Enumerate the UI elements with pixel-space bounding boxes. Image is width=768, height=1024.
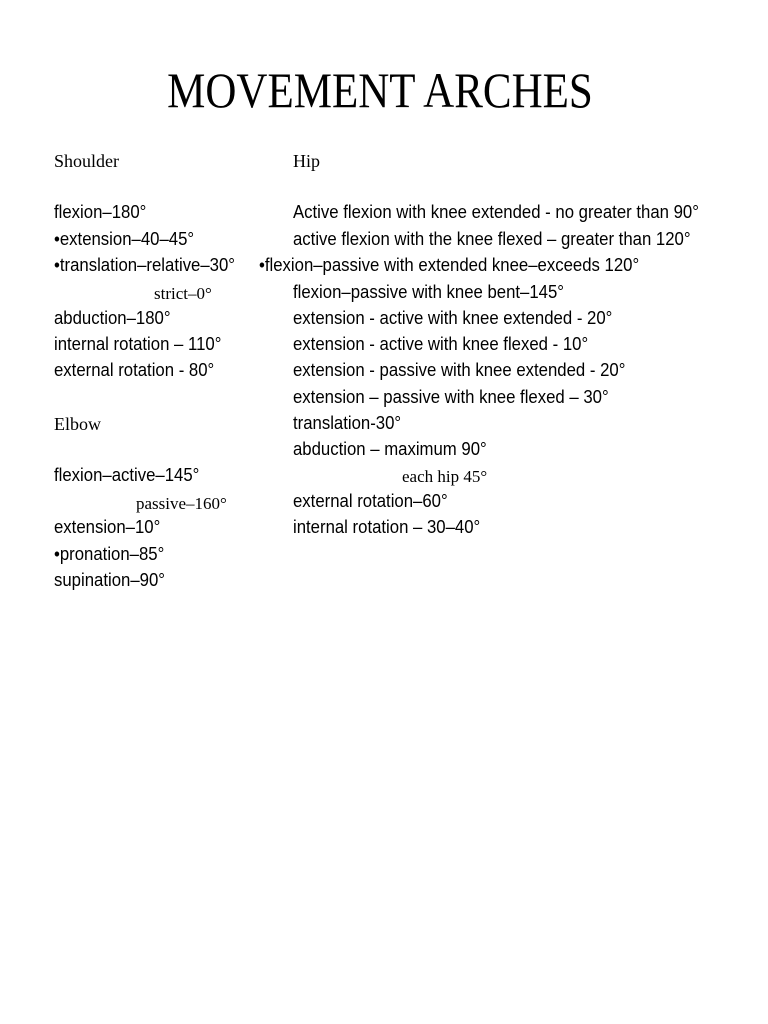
shoulder-line-external-rotation: external rotation - 80° [54,360,215,380]
shoulder-line-flexion: flexion–180° [54,202,147,222]
hip-line-11: external rotation–60° [293,491,448,511]
hip-line-6: extension - active with knee flexed - 10° [293,334,589,354]
hip-line-3: •flexion–passive with extended knee–exceeds 120° [259,255,640,275]
shoulder-line-internal-rotation: internal rotation – 110° [54,334,222,354]
hip-line-10: abduction – maximum 90° [293,439,487,459]
page-title: MOVEMENT ARCHES [167,62,593,118]
hip-heading: Hip [293,151,320,171]
hip-line-2: active flexion with the knee flexed – greater than 120° [293,229,691,249]
elbow-line-extension: extension–10° [54,517,161,537]
shoulder-line-translation: •translation–relative–30° [54,255,236,275]
hip-line-12: internal rotation – 30–40° [293,517,481,537]
hip-line-8: extension – passive with knee flexed – 30° [293,387,609,407]
hip-line-5: extension - active with knee extended - 20° [293,308,613,328]
hip-line-9: translation-30° [293,413,402,433]
elbow-line-supination: supination–90° [54,570,165,590]
elbow-heading: Elbow [54,414,101,434]
hip-note-each-hip: each hip 45° [402,467,488,486]
hip-line-1: Active flexion with knee extended - no greater than 90° [293,202,699,222]
shoulder-heading: Shoulder [54,151,119,171]
elbow-line-flexion: flexion–active–145° [54,465,200,485]
elbow-line-pronation: •pronation–85° [54,544,165,564]
shoulder-line-abduction: abduction–180° [54,308,171,328]
elbow-note-passive: passive–160° [136,494,227,513]
shoulder-line-extension: •extension–40–45° [54,229,195,249]
shoulder-note-strict: strict–0° [154,284,212,303]
hip-line-7: extension - passive with knee extended - 20° [293,360,626,380]
hip-line-4: flexion–passive with knee bent–145° [293,282,565,302]
